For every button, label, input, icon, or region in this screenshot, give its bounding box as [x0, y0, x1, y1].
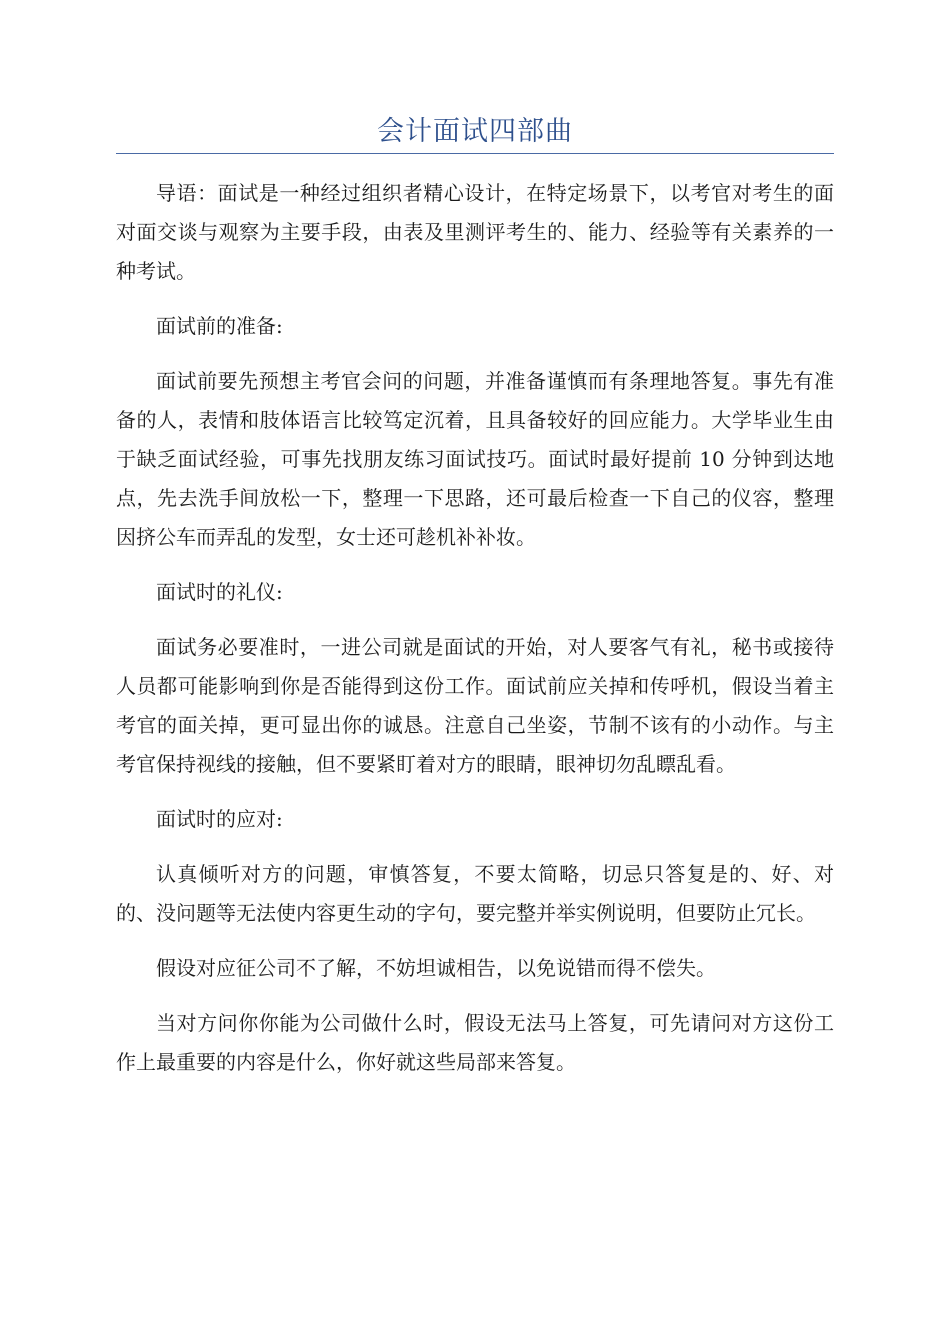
paragraph-preparation: 面试前要先预想主考官会问的问题，并准备谨慎而有条理地答复。事先有准备的人，表情和肢体语言比较笃定沉着，且具备较好的回应能力。大学毕业生由于缺乏面试经验，可事先找朋友练习面试技巧。面试时最好提前 10 分钟到达地点，先去洗手间放松一下，整理一下思路，还可最后检查一下自己的仪容，整理因挤公车而弄乱的发型，女士还可趁机补补妆。	[116, 369, 834, 549]
paragraph-what-can-you-do: 当对方问你你能为公司做什么时，假设无法马上答复，可先请问对方这份工作上最重要的内容是什么，你好就这些局部来答复。	[116, 1011, 834, 1074]
title-underline	[116, 153, 834, 154]
paragraph-unfamiliar-company: 假设对应征公司不了解，不妨坦诚相告，以免说错而得不偿失。	[156, 956, 716, 980]
paragraph-etiquette: 面试务必要准时，一进公司就是面试的开始，对人要客气有礼，秘书或接待人员都可能影响到你是否能得到这份工作。面试前应关掉和传呼机，假设当着主考官的面关掉，更可显出你的诚恳。注意自己坐姿，节制不该有的小动作。与主考官保持视线的接触，但不要紧盯着对方的眼睛，眼神切勿乱瞟乱看。	[116, 635, 834, 776]
section-heading-etiquette: 面试时的礼仪:	[156, 580, 283, 604]
document-body	[116, 174, 834, 1098]
document-title: 会计面试四部曲	[377, 116, 573, 147]
section-heading-response: 面试时的应对:	[156, 807, 283, 831]
paragraph-response: 认真倾听对方的问题，审慎答复，不要太简略，切忌只答复是的、好、对的、没问题等无法使内容更生动的字句，要完整并举实例说明，但要防止冗长。	[116, 862, 834, 925]
paragraph-intro: 导语：面试是一种经过组织者精心设计，在特定场景下，以考官对考生的面对面交谈与观察为主要手段，由表及里测评考生的、能力、经验等有关素养的一种考试。	[116, 181, 834, 283]
section-heading-preparation: 面试前的准备:	[156, 314, 283, 338]
